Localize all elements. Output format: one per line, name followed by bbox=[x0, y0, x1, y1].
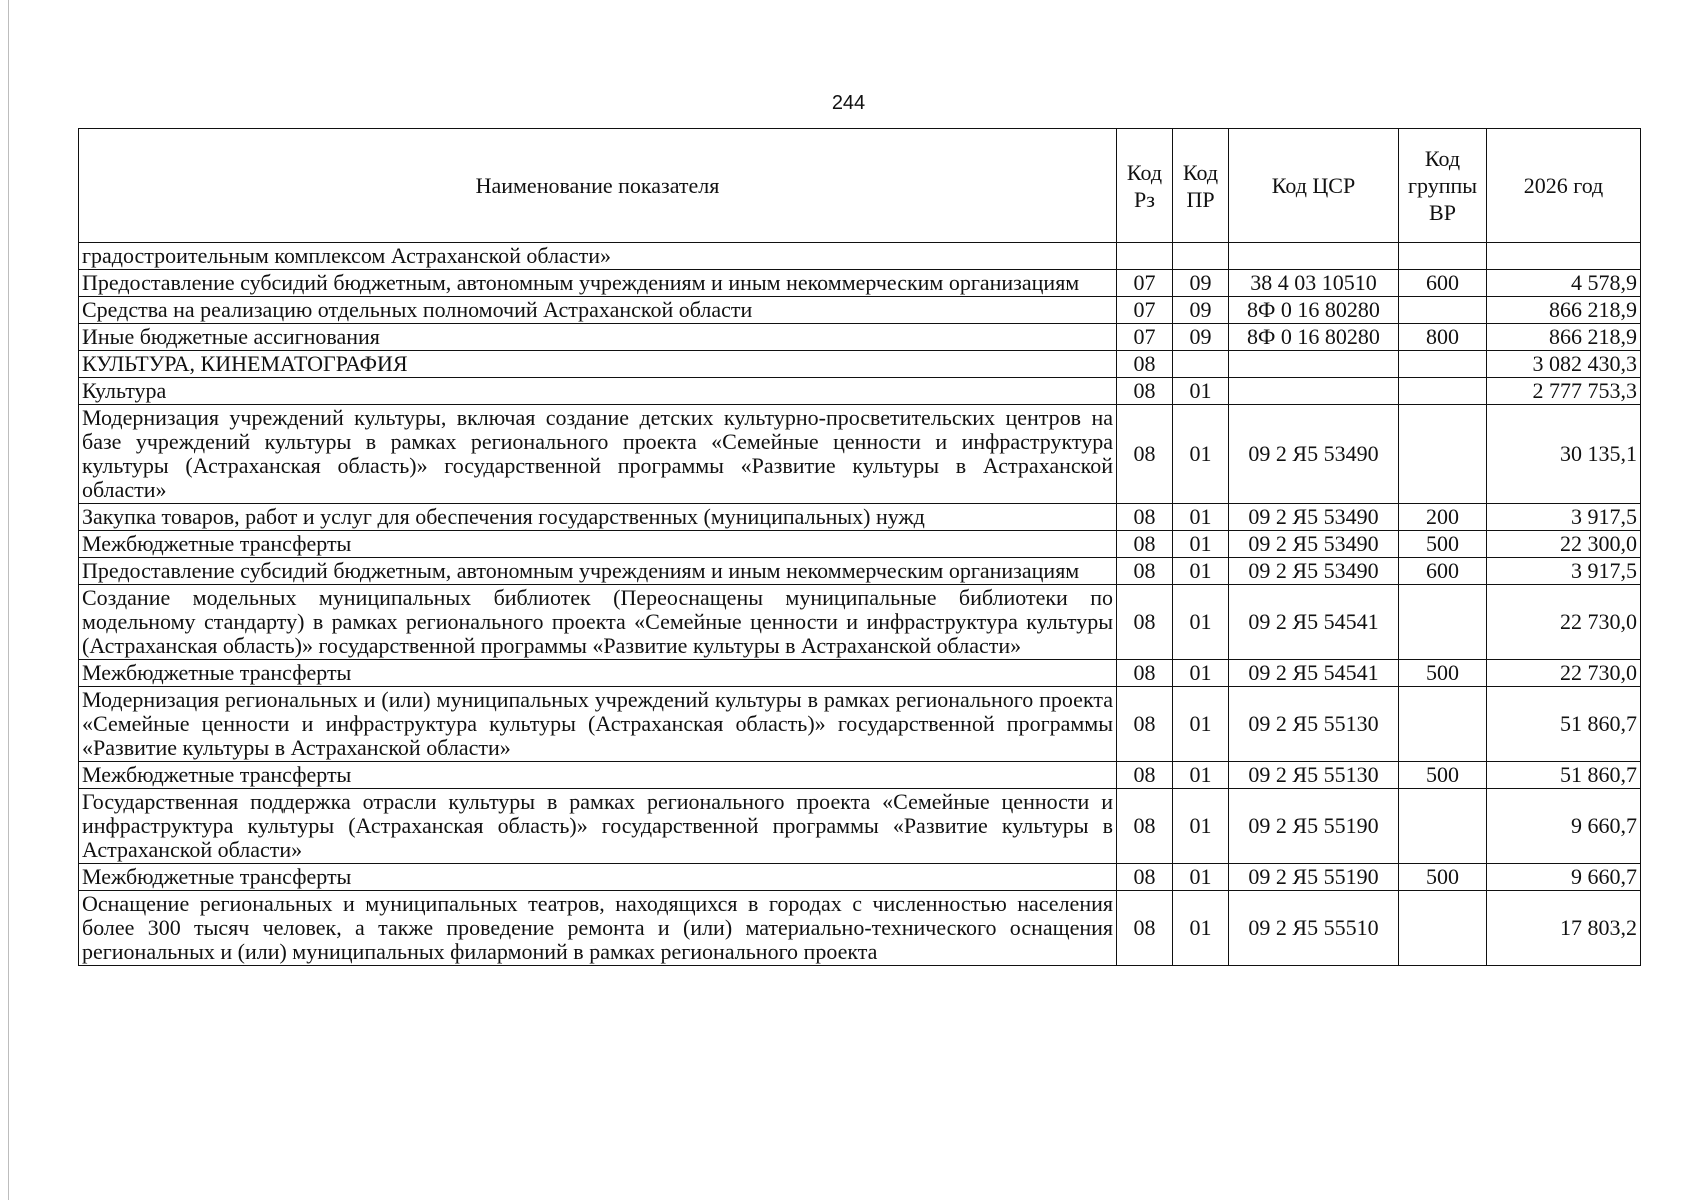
table-row bbox=[79, 558, 1641, 585]
row-csr bbox=[1229, 351, 1399, 378]
row-csr: 09 2 Я5 53490 bbox=[1229, 558, 1399, 585]
row-csr: 09 2 Я5 53490 bbox=[1229, 531, 1399, 558]
scan-margin-line bbox=[8, 0, 9, 1200]
row-pr: 01 bbox=[1173, 660, 1229, 687]
row-amount: 51 860,7 bbox=[1487, 762, 1641, 789]
row-rz: 08 bbox=[1117, 891, 1173, 966]
row-pr: 01 bbox=[1173, 789, 1229, 864]
row-amount: 866 218,9 bbox=[1487, 297, 1641, 324]
row-vr: 800 bbox=[1399, 324, 1487, 351]
row-vr bbox=[1399, 378, 1487, 405]
row-pr: 01 bbox=[1173, 864, 1229, 891]
table-row bbox=[79, 405, 1641, 504]
table-row bbox=[79, 378, 1641, 405]
row-amount: 3 082 430,3 bbox=[1487, 351, 1641, 378]
table-row bbox=[79, 531, 1641, 558]
row-csr: 38 4 03 10510 bbox=[1229, 270, 1399, 297]
row-amount: 3 917,5 bbox=[1487, 504, 1641, 531]
row-amount: 3 917,5 bbox=[1487, 558, 1641, 585]
row-csr: 09 2 Я5 54541 bbox=[1229, 660, 1399, 687]
row-pr bbox=[1173, 243, 1229, 270]
row-vr: 500 bbox=[1399, 864, 1487, 891]
row-name: Предоставление субсидий бюджетным, автономным учреждениям и иным некоммерческим организациям bbox=[79, 558, 1117, 585]
table-row bbox=[79, 864, 1641, 891]
row-pr: 09 bbox=[1173, 324, 1229, 351]
row-name: Закупка товаров, работ и услуг для обеспечения государственных (муниципальных) нужд bbox=[79, 504, 1117, 531]
row-pr: 01 bbox=[1173, 687, 1229, 762]
row-pr: 01 bbox=[1173, 558, 1229, 585]
row-amount: 22 730,0 bbox=[1487, 660, 1641, 687]
row-csr: 09 2 Я5 55510 bbox=[1229, 891, 1399, 966]
row-amount: 51 860,7 bbox=[1487, 687, 1641, 762]
row-rz: 08 bbox=[1117, 558, 1173, 585]
table-row bbox=[79, 324, 1641, 351]
table-row bbox=[79, 891, 1641, 966]
row-amount: 9 660,7 bbox=[1487, 864, 1641, 891]
row-csr: 09 2 Я5 55190 bbox=[1229, 864, 1399, 891]
row-pr: 09 bbox=[1173, 270, 1229, 297]
row-name: градостроительным комплексом Астраханской области» bbox=[79, 243, 1117, 270]
row-name: Средства на реализацию отдельных полномочий Астраханской области bbox=[79, 297, 1117, 324]
row-name: Межбюджетные трансферты bbox=[79, 531, 1117, 558]
row-csr: 8Ф 0 16 80280 bbox=[1229, 297, 1399, 324]
row-vr: 500 bbox=[1399, 762, 1487, 789]
row-vr: 600 bbox=[1399, 558, 1487, 585]
row-pr: 01 bbox=[1173, 504, 1229, 531]
table-row bbox=[79, 504, 1641, 531]
row-vr: 600 bbox=[1399, 270, 1487, 297]
header-name: Наименование показателя bbox=[79, 129, 1117, 243]
row-csr: 09 2 Я5 55130 bbox=[1229, 762, 1399, 789]
row-pr: 09 bbox=[1173, 297, 1229, 324]
row-pr: 01 bbox=[1173, 531, 1229, 558]
row-amount: 866 218,9 bbox=[1487, 324, 1641, 351]
row-amount: 22 730,0 bbox=[1487, 585, 1641, 660]
row-pr: 01 bbox=[1173, 585, 1229, 660]
row-csr bbox=[1229, 243, 1399, 270]
row-vr bbox=[1399, 585, 1487, 660]
row-rz: 08 bbox=[1117, 531, 1173, 558]
row-rz: 07 bbox=[1117, 324, 1173, 351]
row-rz: 07 bbox=[1117, 270, 1173, 297]
row-csr: 09 2 Я5 53490 bbox=[1229, 405, 1399, 504]
row-amount: 9 660,7 bbox=[1487, 789, 1641, 864]
row-name: Оснащение региональных и муниципальных театров, находящихся в городах с численностью населения более 300 тысяч человек, а также проведение ремонта и (или) материально-технического оснащения региональных и (или) муниципальных филармоний в рамках регионального проекта bbox=[79, 891, 1117, 966]
table-row bbox=[79, 687, 1641, 762]
row-vr bbox=[1399, 405, 1487, 504]
row-pr: 01 bbox=[1173, 405, 1229, 504]
row-rz bbox=[1117, 243, 1173, 270]
row-name: Предоставление субсидий бюджетным, автономным учреждениям и иным некоммерческим организациям bbox=[79, 270, 1117, 297]
row-csr: 09 2 Я5 54541 bbox=[1229, 585, 1399, 660]
row-amount: 30 135,1 bbox=[1487, 405, 1641, 504]
row-amount: 4 578,9 bbox=[1487, 270, 1641, 297]
row-name: Иные бюджетные ассигнования bbox=[79, 324, 1117, 351]
row-vr: 500 bbox=[1399, 531, 1487, 558]
row-amount: 2 777 753,3 bbox=[1487, 378, 1641, 405]
row-name: Модернизация региональных и (или) муниципальных учреждений культуры в рамках регионального проекта «Семейные ценности и инфраструктура культуры (Астраханская область)» государственной программы «Развитие культуры в Астраханской области» bbox=[79, 687, 1117, 762]
table-row bbox=[79, 789, 1641, 864]
header-pr: Код ПР bbox=[1173, 129, 1229, 243]
row-csr: 09 2 Я5 55130 bbox=[1229, 687, 1399, 762]
row-rz: 08 bbox=[1117, 585, 1173, 660]
row-vr bbox=[1399, 297, 1487, 324]
row-amount: 22 300,0 bbox=[1487, 531, 1641, 558]
row-name: Межбюджетные трансферты bbox=[79, 864, 1117, 891]
row-name: Модернизация учреждений культуры, включая создание детских культурно-просветительских центров на базе учреждений культуры в рамках регионального проекта «Семейные ценности и инфраструктура культуры (Астраханская область)» государственной программы «Развитие культуры в Астраханской области» bbox=[79, 405, 1117, 504]
row-pr bbox=[1173, 351, 1229, 378]
budget-table bbox=[78, 128, 1641, 966]
row-rz: 08 bbox=[1117, 762, 1173, 789]
row-amount: 17 803,2 bbox=[1487, 891, 1641, 966]
row-rz: 08 bbox=[1117, 660, 1173, 687]
page-number: 244 bbox=[831, 92, 866, 114]
row-pr: 01 bbox=[1173, 762, 1229, 789]
row-rz: 08 bbox=[1117, 378, 1173, 405]
table-row bbox=[79, 270, 1641, 297]
row-vr: 200 bbox=[1399, 504, 1487, 531]
row-rz: 08 bbox=[1117, 504, 1173, 531]
row-pr: 01 bbox=[1173, 891, 1229, 966]
row-vr bbox=[1399, 891, 1487, 966]
row-name: Культура bbox=[79, 378, 1117, 405]
row-name: Создание модельных муниципальных библиотек (Переоснащены муниципальные библиотеки по модельному стандарту) в рамках регионального проекта «Семейные ценности и инфраструктура культуры (Астраханская область)» государственной программы «Развитие культуры в Астраханской области» bbox=[79, 585, 1117, 660]
row-csr: 09 2 Я5 55190 bbox=[1229, 789, 1399, 864]
row-name: Межбюджетные трансферты bbox=[79, 762, 1117, 789]
row-rz: 08 bbox=[1117, 687, 1173, 762]
row-vr bbox=[1399, 243, 1487, 270]
row-csr: 8Ф 0 16 80280 bbox=[1229, 324, 1399, 351]
table-row bbox=[79, 660, 1641, 687]
row-pr: 01 bbox=[1173, 378, 1229, 405]
row-vr bbox=[1399, 687, 1487, 762]
table-row bbox=[79, 585, 1641, 660]
table-row bbox=[79, 297, 1641, 324]
row-amount bbox=[1487, 243, 1641, 270]
row-rz: 07 bbox=[1117, 297, 1173, 324]
row-rz: 08 bbox=[1117, 789, 1173, 864]
row-rz: 08 bbox=[1117, 351, 1173, 378]
table-row bbox=[79, 243, 1641, 270]
header-rz: Код Рз bbox=[1117, 129, 1173, 243]
row-vr bbox=[1399, 789, 1487, 864]
row-csr bbox=[1229, 378, 1399, 405]
row-vr bbox=[1399, 351, 1487, 378]
table-header-row bbox=[79, 129, 1641, 243]
row-name: КУЛЬТУРА, КИНЕМАТОГРАФИЯ bbox=[79, 351, 1117, 378]
row-csr: 09 2 Я5 53490 bbox=[1229, 504, 1399, 531]
row-rz: 08 bbox=[1117, 405, 1173, 504]
table-row bbox=[79, 351, 1641, 378]
row-name: Межбюджетные трансферты bbox=[79, 660, 1117, 687]
table-row bbox=[79, 762, 1641, 789]
header-year: 2026 год bbox=[1487, 129, 1641, 243]
row-vr: 500 bbox=[1399, 660, 1487, 687]
header-vr: Код группы ВР bbox=[1399, 129, 1487, 243]
header-csr: Код ЦСР bbox=[1229, 129, 1399, 243]
row-rz: 08 bbox=[1117, 864, 1173, 891]
row-name: Государственная поддержка отрасли культуры в рамках регионального проекта «Семейные ценности и инфраструктура культуры (Астраханская область)» государственной программы «Развитие культуры в Астраханской области» bbox=[79, 789, 1117, 864]
